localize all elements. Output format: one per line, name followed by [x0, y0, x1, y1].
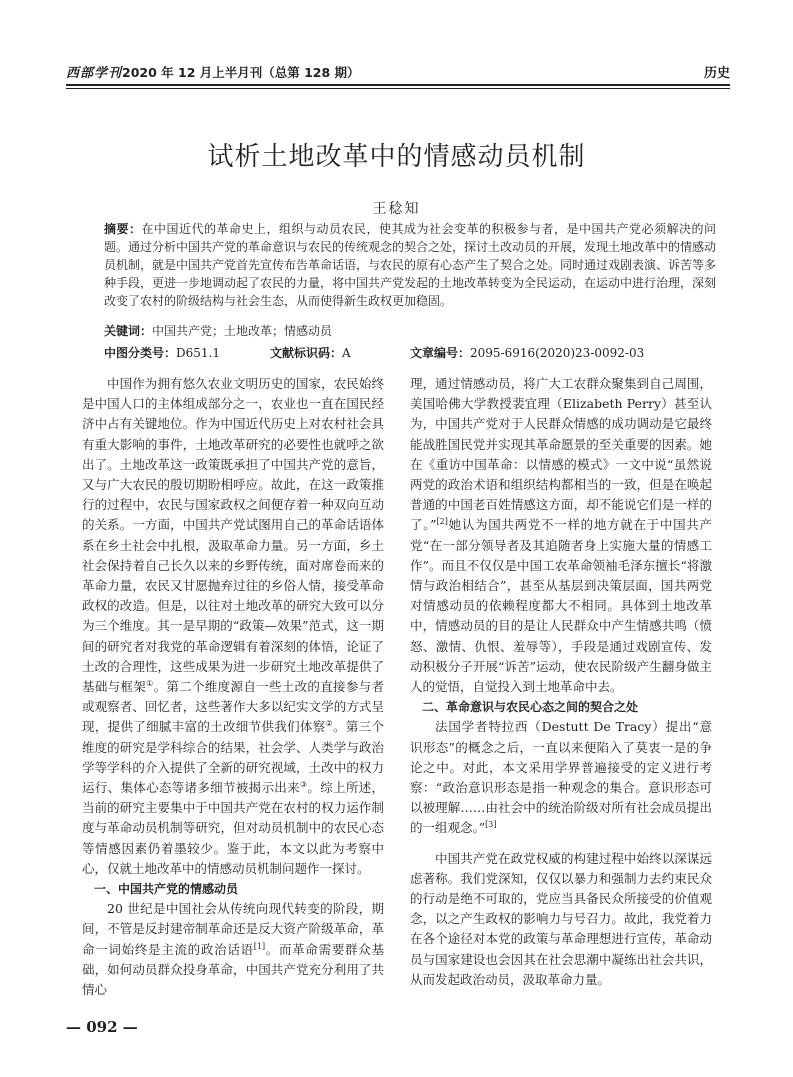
- header-rule-thin: [66, 88, 730, 89]
- body-paragraph: 中国共产党在政党权威的构建过程中始终以深谋远虑著称。我们党深知，仅仅以暴力和强制力去约束民众的行动是绝不可取的，党应当具备民众所接受的价值观念，以之产生政权的影响力与号召力。故此，我党着力在各个途径对本党的政策与革命理想进行宣传，革命动员与国家建设也会因其在社会思潮中凝练出社会共识，从而发起政治动员，汲取革命力量。: [410, 850, 712, 987]
- clc-number: [104, 344, 220, 361]
- citation-ref: [2]: [436, 517, 448, 527]
- running-header: [66, 60, 730, 82]
- document-code: [270, 344, 351, 361]
- article-title: 试析土地改革中的情感动员机制: [207, 142, 586, 172]
- abstract: [104, 220, 716, 310]
- doc-code-label: 文献标识码：: [270, 346, 343, 360]
- section-label: 历史: [703, 66, 730, 81]
- paragraph-gap: [410, 839, 712, 849]
- keywords: [104, 322, 332, 339]
- doc-code-value: A: [342, 346, 351, 360]
- issue-info: 2020 年 12 月上半月刊（总第 128 期）: [122, 65, 360, 80]
- journal-info: [66, 62, 360, 81]
- body-paragraph: 法国学者特拉西（Destutt De Tracy）提出“意识形态”的概念之后，一直以来便陷入了莫衷一是的争论之中。对此，本文采用学界普遍接受的定义进行考察：“政治意识形态是指一种观念的集合。意识形态可以被理解……由社会中的统治阶级对所有社会成员提出的一组观念。”[3]: [410, 719, 712, 836]
- page-number: — 092 —: [66, 1018, 138, 1036]
- article-no-value: 2095-6916(2020)23-0092-03: [470, 346, 645, 360]
- footnote-ref: ②: [325, 719, 334, 729]
- keywords-text: 中国共产党；土地改革；情感动员: [152, 324, 333, 338]
- article-number: [410, 344, 644, 361]
- journal-logo: 西部学刊: [66, 66, 123, 81]
- intro-paragraph: 中国作为拥有悠久农业文明历史的国家，农民始终是中国人口的主体组成部分之一，农业也一直在国民经济中占有关键地位。作为中国近代历史上对农村社会具有重大影响的事件，土地改革研究的必要性也就呼之欲出了。土地改革这一政策既承担了中国共产党的意旨，又与广大农民的殷切期盼相呼应。故此，在这一政策推行的过程中，农民与国家政权之间便存着一种双向互动的关系。一方面，中国共产党试图用自己的革命话语体系在乡土社会中扎根，汲取革命力量。另一方面，乡土社会保持着自己长久以来的乡野传统，面对席卷而来的革命力量，农民又甘愿抛弃过往的乡俗人情，接受革命政权的改造。但是，以往对土地改革的研究大致可以分为三个维度。其一是早期的“政策—效果”范式，这一期间的研究者对我党的革命逻辑有着深刻的体悟，论证了土改的合理性，这些成果为进一步研究土地改革提供了基础与框架①。第二个维度源自一些土改的直接参与者或观察者、回忆者，这些著作大多以纪实文学的方式呈现，提供了细腻丰富的土改细节供我们体察②。第三个维度的研究是学科综合的结果，社会学、人类学与政治学等学科的介入提供了全新的研究视域，土改中的权力运行、集体心态等诸多细节被揭示出来③。综上所述，当前的研究主要集中于中国共产党在农村的权力运作制度与革命动员机制等研究，但对动员机制中的农民心态等情感因素仍着墨较少。鉴于此，本文以此为考察中心，仅就土地改革中的情感动员机制问题作一探讨。: [82, 376, 384, 876]
- header-rule-thick: [66, 84, 730, 86]
- left-column: [82, 374, 384, 1000]
- abstract-text: 在中国近代的革命史上，组织与动员农民，使其成为社会变革的积极参与者，是中国共产党必须解决的问题。通过分析中国共产党的革命意识与农民的传统观念的契合之处，探讨土改动员的开展，发现土地改革中的情感动员机制，就是中国共产党首先宣传布告革命话语，与农民的原有心态产生了契合之处。同时通过戏剧表演、诉苦等多种手段，更进一步地调动起了农民的力量，将中国共产党发起的土地改革转变为全民运动，在运动中进行治理，深刻改变了农村的阶级结构与社会生态，从而使得新生政权更加稳固。: [104, 222, 717, 308]
- article-author: 王稔知: [372, 201, 421, 217]
- body-paragraph: 20 世纪是中国社会从传统向现代转变的阶段，期间，不管是反封建帝制革命还是反大资产阶级革命，革命一词始终是主流的政治话语[1]。而革命需要群众基础，如何动员群众投身革命，中国共产党充分利用了共情心: [82, 901, 384, 998]
- section-heading-2: 二、革命意识与农民心态之间的契合之处: [422, 700, 639, 715]
- footnote-ref: ①: [146, 678, 154, 688]
- body-paragraph: 理，通过情感动员，将广大工农群众聚集到自己周围，美国哈佛大学教授裴宜理（Elizabeth Perry）甚至认为，中国共产党对于人民群众情感的成功调动是它最终能战胜国民党并实现其革命愿景的至关重要的因素。她在《重访中国革命：以情感的模式》一文中说“虽然说两党的政治术语和组织结构都相当的一致，但是在唤起普通的中国老百姓情感这方面，却不能说它们是一样的了。”[2]她认为国共两党不一样的地方就在于中国共产党“在一部分领导者及其追随者身上实施大量的情感工作”。而且不仅仅是中国工农革命领袖毛泽东擅长“将激情与政治相结合”，甚至从基层到决策层面，国共两党对情感动员的依赖程度都大不相同。具体到土地改革中，情感动员的目的是让人民群众中产生情感共鸣（愤怒、激情、仇恨、羞辱等），手段是通过戏剧宣传、发动积极分子开展“诉苦”运动，使农民阶级产生翻身做主人的觉悟，自觉投入到土地革命中去。: [410, 376, 712, 695]
- clc-label: 中图分类号：: [104, 346, 177, 360]
- footnote-ref: ③: [299, 779, 308, 789]
- clc-value: D651.1: [176, 346, 220, 360]
- right-column: [410, 374, 712, 990]
- keywords-label: 关键词：: [104, 324, 153, 338]
- article-no-label: 文章编号：: [410, 346, 471, 360]
- section-heading-1: 一、中国共产党的情感动员: [94, 882, 239, 897]
- citation-ref: [1]: [253, 941, 266, 951]
- citation-ref: [3]: [485, 820, 497, 830]
- abstract-label: 摘要：: [104, 222, 142, 236]
